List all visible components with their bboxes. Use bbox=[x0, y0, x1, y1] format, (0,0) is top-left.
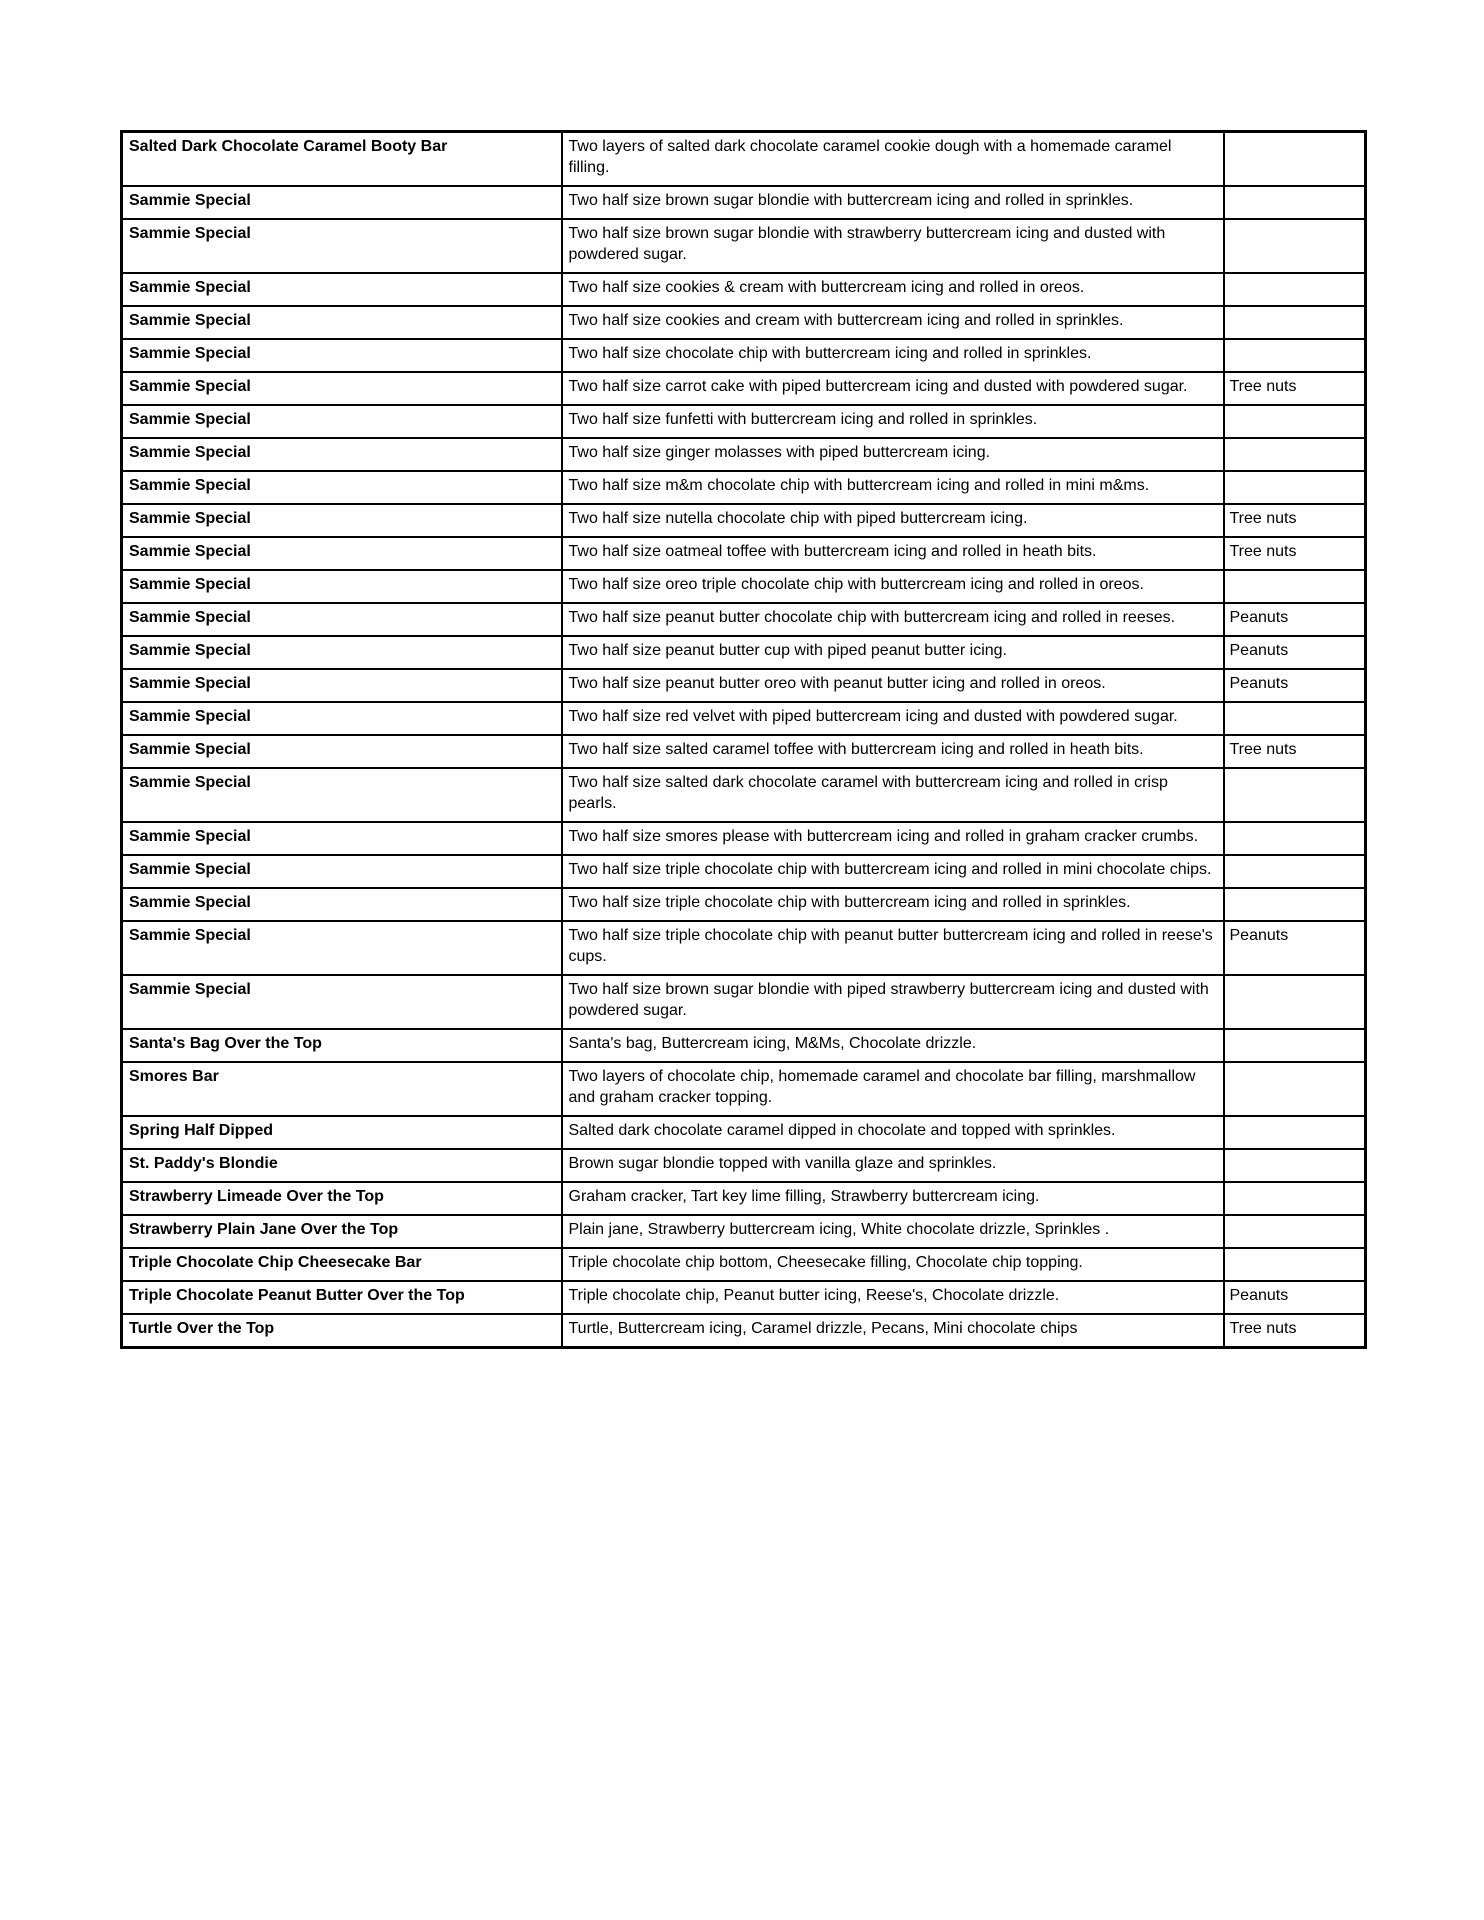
table-row bbox=[122, 372, 1366, 405]
item-allergen-cell: Peanuts bbox=[1224, 603, 1366, 636]
item-name-cell: Sammie Special bbox=[122, 975, 562, 1029]
item-allergen-cell: Peanuts bbox=[1224, 921, 1366, 975]
item-allergen-cell bbox=[1224, 1149, 1366, 1182]
item-name-cell: Sammie Special bbox=[122, 339, 562, 372]
table-row bbox=[122, 504, 1366, 537]
item-description-cell: Two half size funfetti with buttercream icing and rolled in sprinkles. bbox=[562, 405, 1224, 438]
item-allergen-cell bbox=[1224, 855, 1366, 888]
item-description-cell: Two half size cookies and cream with buttercream icing and rolled in sprinkles. bbox=[562, 306, 1224, 339]
item-description-cell: Two half size brown sugar blondie with piped strawberry buttercream icing and dusted with powdered sugar. bbox=[562, 975, 1224, 1029]
item-name-cell: Sammie Special bbox=[122, 888, 562, 921]
item-allergen-cell bbox=[1224, 1215, 1366, 1248]
table-row bbox=[122, 132, 1366, 187]
item-description-cell: Turtle, Buttercream icing, Caramel drizzle, Pecans, Mini chocolate chips bbox=[562, 1314, 1224, 1348]
item-allergen-cell bbox=[1224, 1116, 1366, 1149]
item-name-cell: Triple Chocolate Peanut Butter Over the Top bbox=[122, 1281, 562, 1314]
table-row bbox=[122, 438, 1366, 471]
table-row bbox=[122, 273, 1366, 306]
item-name-cell: Santa's Bag Over the Top bbox=[122, 1029, 562, 1062]
table-row bbox=[122, 822, 1366, 855]
item-allergen-cell: Tree nuts bbox=[1224, 537, 1366, 570]
item-description-cell: Two half size salted caramel toffee with buttercream icing and rolled in heath bits. bbox=[562, 735, 1224, 768]
table-row bbox=[122, 306, 1366, 339]
item-name-cell: Sammie Special bbox=[122, 702, 562, 735]
item-name-cell: Sammie Special bbox=[122, 669, 562, 702]
item-allergen-cell bbox=[1224, 471, 1366, 504]
table-row bbox=[122, 603, 1366, 636]
item-description-cell: Two half size red velvet with piped buttercream icing and dusted with powdered sugar. bbox=[562, 702, 1224, 735]
item-allergen-cell bbox=[1224, 132, 1366, 187]
item-description-cell: Graham cracker, Tart key lime filling, Strawberry buttercream icing. bbox=[562, 1182, 1224, 1215]
item-name-cell: Salted Dark Chocolate Caramel Booty Bar bbox=[122, 132, 562, 187]
item-name-cell: St. Paddy's Blondie bbox=[122, 1149, 562, 1182]
item-name-cell: Sammie Special bbox=[122, 636, 562, 669]
item-description-cell: Plain jane, Strawberry buttercream icing, White chocolate drizzle, Sprinkles . bbox=[562, 1215, 1224, 1248]
item-allergen-cell: Tree nuts bbox=[1224, 1314, 1366, 1348]
item-allergen-cell: Peanuts bbox=[1224, 669, 1366, 702]
dessert-menu-table bbox=[120, 130, 1367, 1349]
table-row bbox=[122, 768, 1366, 822]
item-name-cell: Sammie Special bbox=[122, 186, 562, 219]
item-allergen-cell: Tree nuts bbox=[1224, 735, 1366, 768]
item-allergen-cell bbox=[1224, 822, 1366, 855]
item-name-cell: Sammie Special bbox=[122, 735, 562, 768]
item-name-cell: Turtle Over the Top bbox=[122, 1314, 562, 1348]
table-row bbox=[122, 537, 1366, 570]
item-name-cell: Sammie Special bbox=[122, 372, 562, 405]
item-name-cell: Sammie Special bbox=[122, 570, 562, 603]
item-description-cell: Two half size peanut butter chocolate chip with buttercream icing and rolled in reeses. bbox=[562, 603, 1224, 636]
table-row bbox=[122, 669, 1366, 702]
item-name-cell: Smores Bar bbox=[122, 1062, 562, 1116]
item-allergen-cell bbox=[1224, 570, 1366, 603]
item-name-cell: Strawberry Limeade Over the Top bbox=[122, 1182, 562, 1215]
table-row bbox=[122, 1062, 1366, 1116]
item-description-cell: Two half size cookies & cream with buttercream icing and rolled in oreos. bbox=[562, 273, 1224, 306]
item-description-cell: Two half size peanut butter oreo with peanut butter icing and rolled in oreos. bbox=[562, 669, 1224, 702]
item-description-cell: Triple chocolate chip, Peanut butter icing, Reese's, Chocolate drizzle. bbox=[562, 1281, 1224, 1314]
item-name-cell: Sammie Special bbox=[122, 603, 562, 636]
table-row bbox=[122, 1149, 1366, 1182]
item-description-cell: Two half size triple chocolate chip with buttercream icing and rolled in sprinkles. bbox=[562, 888, 1224, 921]
table-row bbox=[122, 1116, 1366, 1149]
item-allergen-cell: Peanuts bbox=[1224, 1281, 1366, 1314]
item-description-cell: Two half size carrot cake with piped buttercream icing and dusted with powdered sugar. bbox=[562, 372, 1224, 405]
item-name-cell: Spring Half Dipped bbox=[122, 1116, 562, 1149]
item-allergen-cell bbox=[1224, 1182, 1366, 1215]
table-row bbox=[122, 1248, 1366, 1281]
item-description-cell: Two half size triple chocolate chip with buttercream icing and rolled in mini chocolate chips. bbox=[562, 855, 1224, 888]
item-description-cell: Two half size salted dark chocolate caramel with buttercream icing and rolled in crisp pearls. bbox=[562, 768, 1224, 822]
table-row bbox=[122, 1182, 1366, 1215]
table-row bbox=[122, 219, 1366, 273]
item-allergen-cell bbox=[1224, 273, 1366, 306]
item-description-cell: Triple chocolate chip bottom, Cheesecake filling, Chocolate chip topping. bbox=[562, 1248, 1224, 1281]
item-allergen-cell bbox=[1224, 339, 1366, 372]
table-row bbox=[122, 855, 1366, 888]
item-allergen-cell bbox=[1224, 768, 1366, 822]
table-row bbox=[122, 1215, 1366, 1248]
item-allergen-cell bbox=[1224, 702, 1366, 735]
item-description-cell: Two half size m&m chocolate chip with buttercream icing and rolled in mini m&ms. bbox=[562, 471, 1224, 504]
item-description-cell: Two half size peanut butter cup with piped peanut butter icing. bbox=[562, 636, 1224, 669]
table-row bbox=[122, 471, 1366, 504]
item-description-cell: Salted dark chocolate caramel dipped in chocolate and topped with sprinkles. bbox=[562, 1116, 1224, 1149]
item-name-cell: Sammie Special bbox=[122, 921, 562, 975]
item-name-cell: Sammie Special bbox=[122, 471, 562, 504]
item-name-cell: Sammie Special bbox=[122, 273, 562, 306]
item-name-cell: Sammie Special bbox=[122, 768, 562, 822]
item-allergen-cell bbox=[1224, 186, 1366, 219]
item-allergen-cell: Tree nuts bbox=[1224, 372, 1366, 405]
item-name-cell: Sammie Special bbox=[122, 822, 562, 855]
item-name-cell: Sammie Special bbox=[122, 405, 562, 438]
table-row bbox=[122, 186, 1366, 219]
item-allergen-cell: Tree nuts bbox=[1224, 504, 1366, 537]
item-allergen-cell bbox=[1224, 1248, 1366, 1281]
item-allergen-cell bbox=[1224, 1029, 1366, 1062]
item-description-cell: Two half size oreo triple chocolate chip with buttercream icing and rolled in oreos. bbox=[562, 570, 1224, 603]
item-description-cell: Two half size chocolate chip with buttercream icing and rolled in sprinkles. bbox=[562, 339, 1224, 372]
item-name-cell: Sammie Special bbox=[122, 219, 562, 273]
table-row bbox=[122, 570, 1366, 603]
table-row bbox=[122, 1281, 1366, 1314]
item-name-cell: Sammie Special bbox=[122, 438, 562, 471]
table-row bbox=[122, 1029, 1366, 1062]
table-row bbox=[122, 735, 1366, 768]
item-description-cell: Two half size oatmeal toffee with buttercream icing and rolled in heath bits. bbox=[562, 537, 1224, 570]
item-name-cell: Strawberry Plain Jane Over the Top bbox=[122, 1215, 562, 1248]
item-description-cell: Two half size brown sugar blondie with strawberry buttercream icing and dusted with powdered sugar. bbox=[562, 219, 1224, 273]
table-row bbox=[122, 921, 1366, 975]
item-allergen-cell: Peanuts bbox=[1224, 636, 1366, 669]
item-name-cell: Sammie Special bbox=[122, 537, 562, 570]
table-row bbox=[122, 702, 1366, 735]
item-allergen-cell bbox=[1224, 888, 1366, 921]
item-allergen-cell bbox=[1224, 438, 1366, 471]
table-row bbox=[122, 888, 1366, 921]
item-allergen-cell bbox=[1224, 975, 1366, 1029]
item-description-cell: Two half size brown sugar blondie with buttercream icing and rolled in sprinkles. bbox=[562, 186, 1224, 219]
item-name-cell: Sammie Special bbox=[122, 504, 562, 537]
item-description-cell: Two layers of chocolate chip, homemade caramel and chocolate bar filling, marshmallow and graham cracker topping. bbox=[562, 1062, 1224, 1116]
item-description-cell: Two layers of salted dark chocolate caramel cookie dough with a homemade caramel filling. bbox=[562, 132, 1224, 187]
item-allergen-cell bbox=[1224, 405, 1366, 438]
item-description-cell: Brown sugar blondie topped with vanilla glaze and sprinkles. bbox=[562, 1149, 1224, 1182]
menu-table-body bbox=[122, 132, 1366, 1348]
item-allergen-cell bbox=[1224, 306, 1366, 339]
item-name-cell: Triple Chocolate Chip Cheesecake Bar bbox=[122, 1248, 562, 1281]
item-allergen-cell bbox=[1224, 1062, 1366, 1116]
table-row bbox=[122, 636, 1366, 669]
item-description-cell: Two half size nutella chocolate chip with piped buttercream icing. bbox=[562, 504, 1224, 537]
item-name-cell: Sammie Special bbox=[122, 306, 562, 339]
item-description-cell: Two half size smores please with buttercream icing and rolled in graham cracker crumbs. bbox=[562, 822, 1224, 855]
table-row bbox=[122, 339, 1366, 372]
item-allergen-cell bbox=[1224, 219, 1366, 273]
table-row bbox=[122, 975, 1366, 1029]
item-description-cell: Two half size triple chocolate chip with peanut butter buttercream icing and rolled in reese's cups. bbox=[562, 921, 1224, 975]
item-name-cell: Sammie Special bbox=[122, 855, 562, 888]
table-row bbox=[122, 1314, 1366, 1348]
table-row bbox=[122, 405, 1366, 438]
item-description-cell: Santa's bag, Buttercream icing, M&Ms, Chocolate drizzle. bbox=[562, 1029, 1224, 1062]
item-description-cell: Two half size ginger molasses with piped buttercream icing. bbox=[562, 438, 1224, 471]
